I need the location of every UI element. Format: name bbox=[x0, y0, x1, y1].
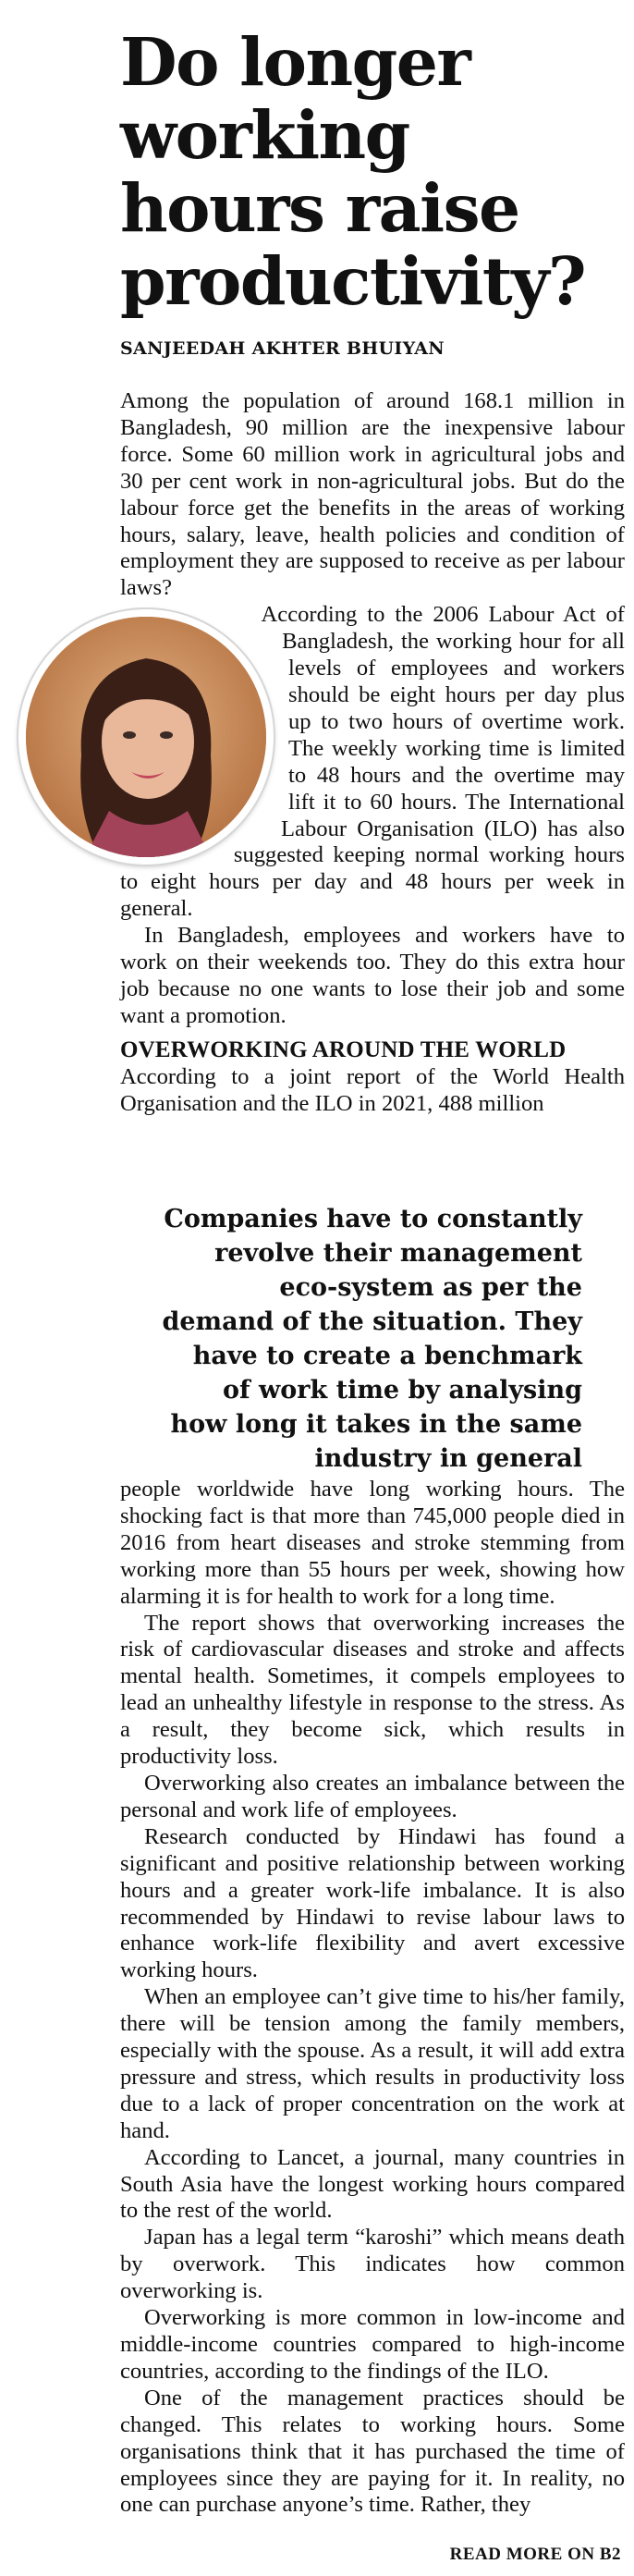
paragraph: In Bangladesh, employees and workers have to work on their weekends too. They do this extra hour job because no one wants to lose their job and some want a promotion. bbox=[120, 923, 625, 1028]
paragraph: Research conducted by Hindawi has found a significant and positive relationship between working hours and a greater work-life imbalance. It is also recommended by Hindawi to revise labour laws to enhance work-life flexibility and avert excessive working hours. bbox=[120, 1823, 625, 1983]
byline: SANJEEDAH AKHTER BHUIYAN bbox=[120, 338, 445, 359]
paragraph: people worldwide have long working hours. The shocking fact is that more than 745,000 people died in 2016 from heart diseases and stroke stemming from working more than 55 hours per week, showing how alarming it is for health to work for a long time. bbox=[120, 1477, 625, 1609]
paragraph: Among the population of around 168.1 million in Bangladesh, 90 million are the inexpensive labour force. Some 60 million work in agricultural jobs and 30 per cent work in non-agricultural jobs. But do the labour force get the benefits in the areas of working hours, salary, leave, health policies and condition of employment they are supposed to receive as per labour laws? bbox=[120, 388, 625, 601]
paragraph: According to Lancet, a journal, many countries in South Asia have the longest working hours compared to the rest of the world. bbox=[120, 2144, 625, 2224]
headline: Do longer working hours raise productivity? bbox=[120, 23, 586, 320]
paragraph: The report shows that overworking increases the risk of cardiovascular diseases and stroke and affects mental health. Sometimes, it compels employees to lead an unhealthy lifestyle in response to the stress. As a result, they become sick, which results in productivity loss. bbox=[120, 1610, 625, 1770]
paragraph: Japan has a legal term “karoshi” which means death by overwork. This indicates how common overworking is. bbox=[120, 2225, 625, 2304]
paragraph: When an employee can’t give time to his/her family, there will be tension among the family members, especially with the spouse. As a result, it will add extra pressure and stress, which results in productivity loss due to a lack of proper concentration on the work at hand. bbox=[120, 1984, 625, 2143]
read-more-link[interactable]: READ MORE ON B2 bbox=[449, 2545, 621, 2564]
paragraph: One of the management practices should be changed. This relates to working hours. Some organisations think that it has purchased the time of employees since they are paying for it. In reality, no one can purchase anyone’s time. Rather, they bbox=[120, 2385, 625, 2518]
author-photo bbox=[18, 609, 274, 865]
portrait-illustration bbox=[26, 617, 266, 857]
paragraph: According to the 2006 Labour Act of Bangladesh, the working hour for all levels of employees and workers should be eight hours per day plus up to two hours of overtime work. The weekly working time is limited to 48 hours and the overtime may lift it to 60 hours. The International Labour Organisation (ILO) has also suggested keeping normal working hours to eight hours per day and 48 hours per week in general. bbox=[120, 602, 625, 922]
article-column-bottom bbox=[120, 1477, 625, 2537]
pull-quote: Companies have to constantly revolve their management eco-system as per the demand of the situation. They have to create a benchmark of work time by analysing how long it takes in the same industry in general bbox=[162, 1205, 582, 1473]
paragraph: According to a joint report of the World Health Organisation and the ILO in 2021, 488 million bbox=[120, 1063, 625, 1116]
paragraph: Overworking is more common in low-income and middle-income countries compared to high-income countries, according to the findings of the ILO. bbox=[120, 2305, 625, 2384]
paragraph: Overworking also creates an imbalance between the personal and work life of employees. bbox=[120, 1770, 625, 1822]
section-subhead: OVERWORKING AROUND THE WORLD bbox=[120, 1037, 567, 1062]
